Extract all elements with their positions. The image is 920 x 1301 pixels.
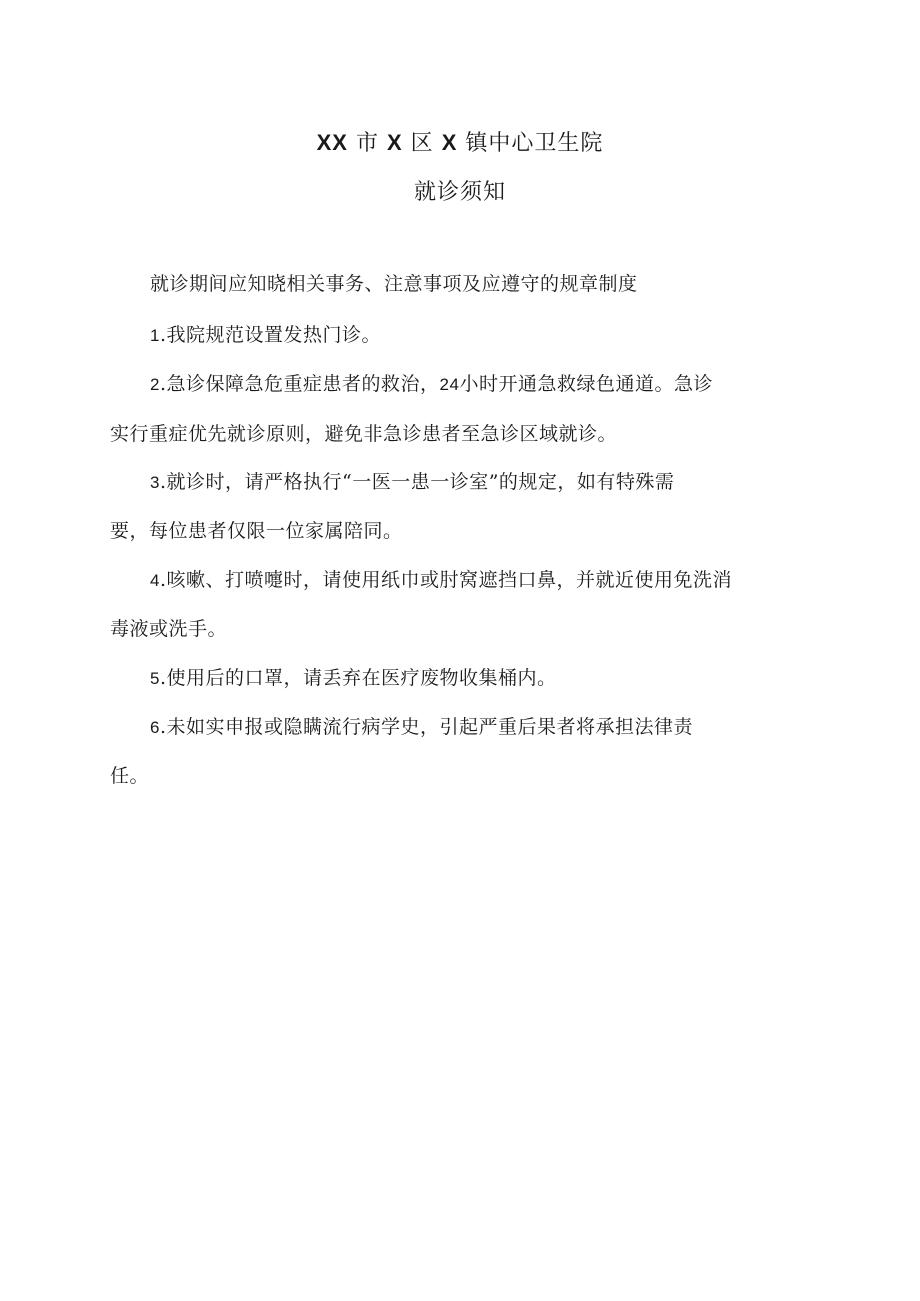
rule-item-2-continued: 实行重症优先就诊原则，避免非急诊患者至急诊区域就诊。: [110, 423, 618, 445]
rule-item-2: [150, 370, 713, 399]
document-subtitle: 就诊须知: [413, 180, 506, 205]
rule-number: 4: [150, 571, 160, 590]
rule-number: 5: [150, 669, 160, 688]
rule-number: 1: [150, 326, 160, 345]
title-part: XX: [316, 130, 348, 155]
rule-text: .急诊保障急危重症患者的救治，: [159, 373, 440, 395]
intro-paragraph: 就诊期间应知晓相关事务、注意事项及应遵守的规章制度: [150, 273, 638, 295]
rule-text: .咳嗽、打喷嚏时，请使用纸巾或肘窝遮挡口鼻，并就近使用免洗消: [159, 569, 733, 591]
rule-item-1: [150, 321, 381, 350]
document-title: [0, 128, 920, 159]
title-part: X: [441, 130, 458, 155]
rule-item-4: [150, 566, 732, 595]
rule-inline-number: 24: [439, 375, 460, 394]
rule-item-6-continued: 任。: [110, 765, 150, 787]
rule-item-3: [150, 468, 674, 497]
title-part: 镇中心卫生院: [465, 131, 604, 156]
title-part: X: [386, 130, 403, 155]
rule-text: .就诊时，请严格执行“一医一患一诊室”的规定，如有特殊需: [159, 471, 675, 493]
rule-text: 小时开通急救绿色通道。急诊: [459, 373, 713, 395]
rule-text: .我院规范设置发热门诊。: [159, 324, 382, 346]
rule-text: .未如实申报或隐瞒流行病学史，引起严重后果者将承担法律责: [159, 716, 694, 738]
title-part: 市: [355, 131, 379, 156]
rule-text: .使用后的口罩，请丢弃在医疗废物收集桶内。: [159, 667, 557, 689]
rule-item-4-continued: 毒液或洗手。: [110, 618, 228, 640]
rule-item-6: [150, 713, 693, 742]
title-part: 区: [410, 131, 434, 156]
rule-number: 3: [150, 473, 160, 492]
rule-item-5: [150, 664, 557, 693]
rule-number: 6: [150, 718, 160, 737]
rule-number: 2: [150, 375, 160, 394]
rule-item-3-continued: 要，每位患者仅限一位家属陪同。: [110, 520, 403, 542]
